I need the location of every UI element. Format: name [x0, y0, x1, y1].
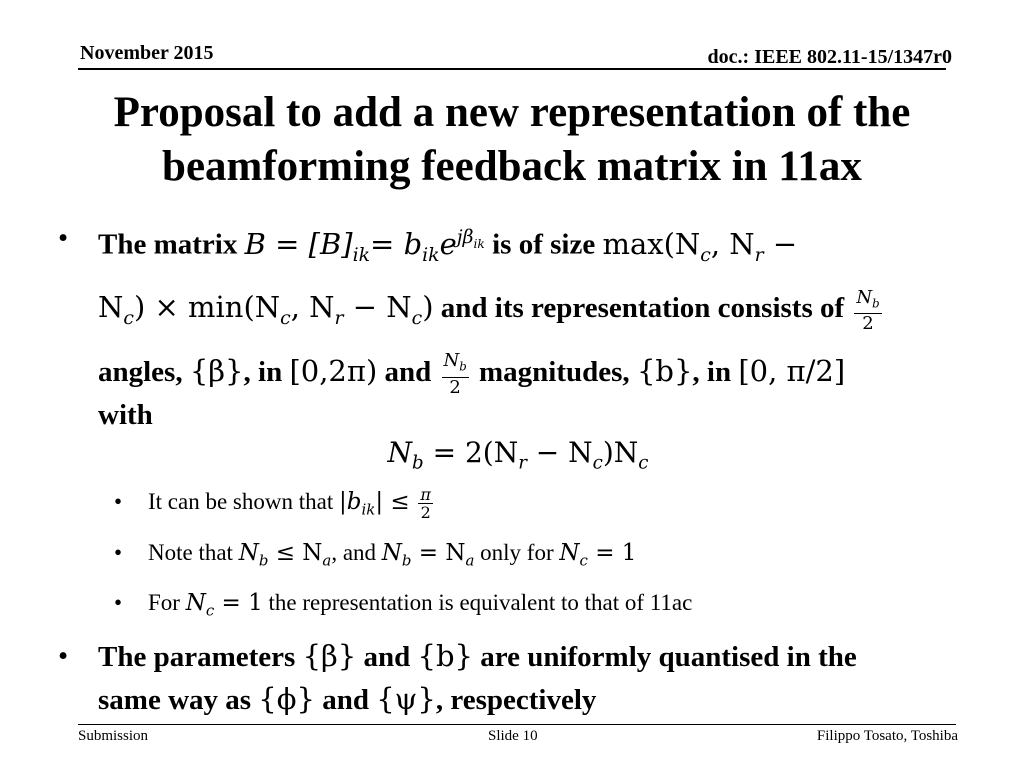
- fraction-nb-over-2: [442, 351, 469, 398]
- math: [423, 436, 649, 474]
- frac-num: π: [420, 485, 431, 505]
- text: Note that: [148, 540, 233, 566]
- math-part: N: [381, 540, 402, 567]
- math: [185, 590, 263, 620]
- text: , respectively: [435, 683, 597, 716]
- math-sup: [456, 227, 485, 251]
- math: [381, 540, 475, 571]
- math: [559, 540, 637, 571]
- math-part: = b: [370, 226, 423, 261]
- text: , and: [331, 540, 377, 566]
- text: angles,: [98, 356, 183, 389]
- math: {b}: [417, 638, 473, 673]
- math: {β}: [302, 638, 357, 673]
- footer-rule: [78, 724, 956, 725]
- bullet-dot: •: [114, 488, 123, 514]
- bullet-matrix-line-4: [98, 398, 978, 432]
- bullet-matrix-line-2: [98, 281, 978, 345]
- math: {ψ}: [376, 681, 436, 716]
- bullet-parameters-line-2: [98, 678, 978, 721]
- math: {ϕ}: [258, 681, 315, 716]
- header-date: November 2015: [80, 42, 214, 64]
- math-sub: b: [401, 552, 412, 571]
- math-sub: c: [205, 601, 215, 620]
- footer-author: Filippo Tosato, Toshiba: [816, 728, 958, 744]
- text: , in: [692, 356, 732, 389]
- math-part: = 1: [214, 590, 263, 617]
- math-sub: r: [518, 452, 527, 474]
- sub-bullet-for-nc: [58, 583, 978, 631]
- bullet-parameters: [58, 635, 978, 721]
- text: same way as: [98, 683, 252, 716]
- fraction-pi-over-2: [418, 486, 433, 521]
- text: The parameters: [98, 640, 296, 673]
- text: , in: [243, 356, 283, 389]
- math-part: max(N: [602, 226, 701, 261]
- math-part: , N: [290, 290, 335, 325]
- math-sub: r: [334, 308, 344, 330]
- math: [0,2π): [289, 354, 378, 389]
- bullet-dot: •: [58, 639, 69, 672]
- math-sub: ik: [473, 236, 485, 251]
- math-part: −: [343, 290, 378, 325]
- bullet-parameters-line-1: [98, 635, 978, 678]
- text: The matrix: [98, 228, 238, 261]
- frac-num-sub: b: [872, 296, 880, 311]
- math-part: ≤ N: [268, 540, 323, 567]
- frac-den: 2: [862, 313, 874, 335]
- text: with: [98, 399, 153, 432]
- bullet-dot: •: [114, 540, 123, 566]
- frac-num-sub: b: [459, 359, 467, 374]
- math-sub: c: [700, 244, 711, 266]
- sub-bullet-bik: [58, 480, 978, 532]
- math-part: N: [386, 290, 412, 325]
- text: the representation is equivalent to that of 11ac: [268, 590, 693, 616]
- math-sub: c: [280, 308, 291, 330]
- frac-num: [854, 288, 881, 315]
- math-sub: ik: [361, 500, 376, 519]
- bullet-dot: •: [58, 222, 69, 254]
- math-part: ): [422, 290, 434, 325]
- math-part: N: [387, 436, 413, 470]
- text: It can be shown that: [148, 488, 334, 514]
- equation-nb: [58, 436, 978, 474]
- text: magnitudes,: [479, 356, 630, 389]
- text: are uniformly quantised in the: [480, 640, 857, 673]
- math-part: |b: [338, 488, 362, 515]
- frac-num: [442, 351, 469, 378]
- math-sub: c: [579, 552, 588, 571]
- math-sub: c: [592, 452, 603, 474]
- math-sub: ik: [352, 244, 371, 266]
- title-line-1: Proposal to add a new representation of the: [113, 89, 911, 136]
- footer-submission: Submission: [78, 728, 149, 744]
- math-part: N: [185, 590, 206, 617]
- frac-den: 2: [420, 503, 431, 523]
- math-part: = N: [411, 540, 466, 567]
- header-rule: [78, 68, 946, 70]
- title-line-2: beamforming feedback matrix in 11ax: [162, 143, 862, 190]
- fraction-nb-over-2: [854, 288, 881, 335]
- math-part: e: [439, 226, 457, 261]
- math-sub: c: [123, 308, 134, 330]
- text: only for: [480, 540, 554, 566]
- math-sub: b: [258, 552, 269, 571]
- math: [0, π/2]: [738, 354, 846, 389]
- math: {β}: [189, 354, 244, 389]
- slide-body: [58, 212, 978, 721]
- math-sub: c: [411, 308, 423, 330]
- math-part: )N: [602, 436, 639, 470]
- math: [338, 488, 410, 519]
- math-part: −: [763, 226, 798, 261]
- math-sub: a: [465, 552, 475, 571]
- text: and its representation consists of: [440, 292, 845, 325]
- math: {b}: [636, 354, 693, 389]
- math-sub: a: [322, 552, 332, 571]
- math: [98, 290, 434, 330]
- bullet-matrix: [58, 212, 978, 432]
- math: [244, 226, 485, 266]
- math-sub: ik: [422, 244, 440, 266]
- frac-num-part: N: [443, 350, 460, 372]
- bullet-matrix-line-1: [98, 212, 978, 281]
- text: and: [363, 640, 411, 673]
- text: is of size: [492, 228, 596, 261]
- math-part: jβ: [456, 227, 474, 248]
- math-part: | ≤: [375, 488, 410, 515]
- math-part: N: [98, 290, 124, 325]
- math-part: N: [559, 540, 580, 567]
- text: and: [384, 356, 432, 389]
- math-part: , N: [710, 226, 755, 261]
- math-sub: c: [638, 452, 649, 474]
- math: [387, 436, 424, 474]
- frac-num-part: N: [856, 286, 873, 308]
- header-doc-id: doc.: IEEE 802.11-15/1347r0: [707, 46, 952, 68]
- slide-title: [40, 86, 984, 194]
- math: [238, 540, 332, 571]
- math-sub: r: [754, 244, 764, 266]
- text: For: [148, 590, 180, 616]
- math-sub: b: [412, 452, 424, 474]
- math-part: ) × min(N: [133, 290, 281, 325]
- footer-slide-number: Slide 10: [488, 728, 538, 744]
- math-part: = 1: [587, 540, 637, 567]
- math: [602, 226, 798, 266]
- math-part: − N: [526, 436, 593, 470]
- text: and: [322, 683, 369, 716]
- math-part: = 2(N: [423, 436, 519, 470]
- bullet-dot: •: [114, 590, 123, 616]
- math-part: N: [238, 540, 259, 567]
- frac-den: 2: [449, 376, 461, 398]
- bullet-matrix-line-3: [98, 345, 978, 398]
- sub-bullet-note: [58, 531, 978, 583]
- math-part: B = [B]: [244, 226, 353, 261]
